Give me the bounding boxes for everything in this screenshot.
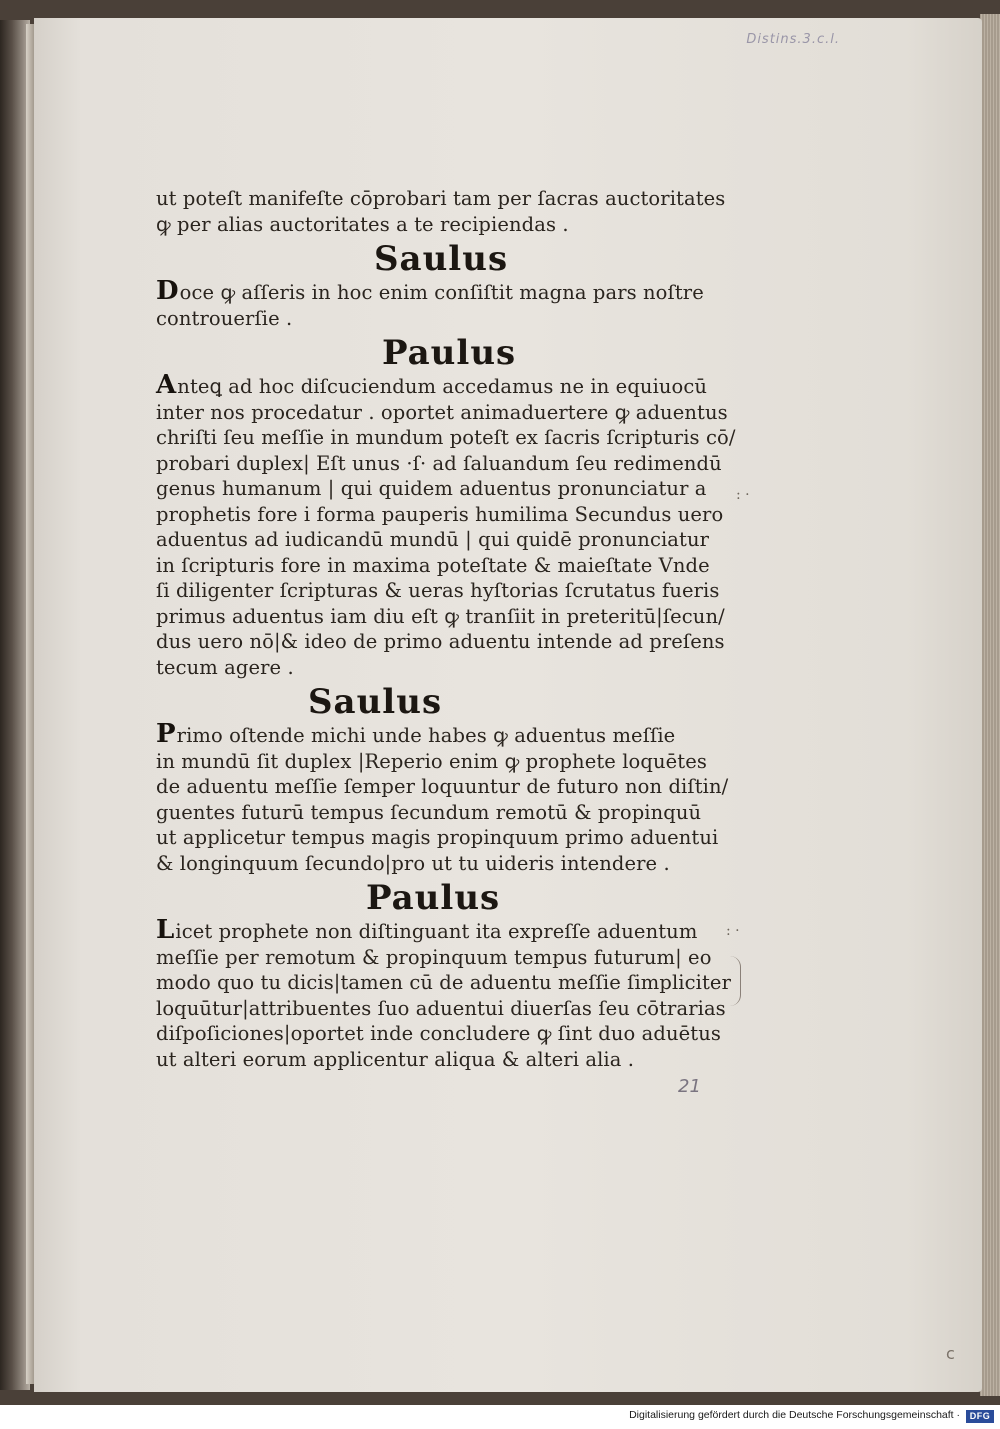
line-text: oce ꝙ aſſeris in hoc enim conſiſtit magna pars noſtre — [179, 281, 704, 304]
shelfmark-note: Distins.3.c.l. — [746, 32, 840, 47]
marginal-bracket — [730, 956, 741, 1006]
text-line: in ſcripturis fore in maxima poteſtate & maieſtate Vnde — [156, 553, 710, 577]
paragraph-1 — [156, 276, 736, 331]
spine-page-edge — [26, 24, 34, 1384]
text-line: modo quo tu dicis|tamen cū de aduentu meſſie ſimpliciter — [156, 971, 731, 994]
text-line: controuerſie . — [156, 306, 293, 330]
initial-letter: D — [156, 276, 179, 306]
text-line — [156, 276, 736, 306]
line-text: rimo oſtende michi unde habes ꝙ aduentus meſſie — [176, 724, 676, 747]
text-line: probari duplex| Eſt unus ·ſ· ad ſaluandum ſeu redimendū — [156, 451, 722, 475]
text-line: primus aduentus iam diu eſt ꝙ tranſiit in preteritū|ſecun/ — [156, 604, 725, 628]
speaker-heading-paulus: Paulus — [382, 333, 517, 373]
folio-number: 21 — [678, 1076, 701, 1097]
text-line: aduentus ad iudicandū mundū | qui quidē pronunciatur — [156, 528, 710, 551]
text-line: genus humanum | qui quidem aduentus pronunciatur a — [156, 477, 707, 500]
corner-mark: c — [946, 1344, 955, 1363]
paragraph-4 — [156, 915, 736, 1072]
marginal-mark: : · — [736, 487, 750, 503]
text-line: loquūtur|attribuentes ſuo aduentui diuerſas ſeu cōtrarias — [156, 996, 726, 1020]
line-text: icet prophete non diſtinguant ita expreſſe aduentum — [175, 920, 698, 943]
marginal-mark: : · — [726, 923, 740, 939]
text-line: de aduentu meſſie ſemper loquuntur de futuro non diſtin/ — [156, 775, 729, 798]
text-line: ut applicetur tempus magis propinquum primo aduentui — [156, 826, 719, 849]
initial-letter: L — [156, 915, 175, 945]
text-line: ut poteſt manifeſte cōprobari tam per ſacras auctoritates — [156, 187, 726, 210]
text-line — [156, 719, 736, 749]
funding-credit: Digitalisierung gefördert durch die Deutsche Forschungsgemeinschaft · — [629, 1409, 960, 1421]
text-block — [156, 186, 736, 1072]
text-line: meſſie per remotum & propinquum tempus futurum| eo — [156, 945, 712, 969]
text-line: in mundū ſit duplex |Reperio enim ꝙ prophete loquētes — [156, 749, 707, 773]
text-line: tecum agere . — [156, 655, 294, 679]
text-line: dus uero nō|& ideo de primo aduentu intende ad preſens — [156, 630, 725, 653]
text-line: ut alteri eorum applicentur aliqua & alteri alia . — [156, 1047, 635, 1071]
speaker-heading-saulus: Saulus — [374, 239, 509, 279]
text-line: diſpoſiciones|oportet inde concludere ꝙ ſint duo aduētus — [156, 1022, 721, 1045]
text-line: prophetis fore i forma pauperis humilima Secundus uero — [156, 502, 724, 526]
text-line: inter nos procedatur . oportet animaduertere ꝙ aduentus — [156, 400, 728, 424]
text-line: & longinquum ſecundo|pro ut tu uideris intendere . — [156, 851, 670, 875]
text-line — [156, 915, 736, 945]
fore-edge-pages — [980, 14, 1000, 1396]
initial-letter: P — [156, 719, 176, 749]
initial-letter: A — [156, 370, 177, 400]
text-line — [156, 370, 736, 400]
paragraph-0 — [156, 186, 736, 237]
footer-bar — [0, 1405, 1000, 1429]
text-line: guentes futurū tempus ſecundum remotū & propinquū — [156, 800, 702, 824]
line-text: nteꝗ ad hoc diſcuciendum accedamus ne in equiuocū — [177, 375, 708, 398]
speaker-heading-saulus: Saulus — [308, 682, 443, 722]
paragraph-2 — [156, 370, 736, 680]
text-line: chriſti ſeu meſſie in mundum poteſt ex ſacris ſcripturis cō/ — [156, 426, 736, 449]
text-line: ꝙ per alias auctoritates a te recipiendas . — [156, 212, 569, 236]
speaker-heading-paulus: Paulus — [366, 878, 501, 918]
text-line: ſi diligenter ſcripturas & ueras hyſtorias ſcrutatus fueris — [156, 579, 720, 602]
dfg-logo: DFG — [966, 1410, 994, 1423]
paragraph-3 — [156, 719, 736, 876]
